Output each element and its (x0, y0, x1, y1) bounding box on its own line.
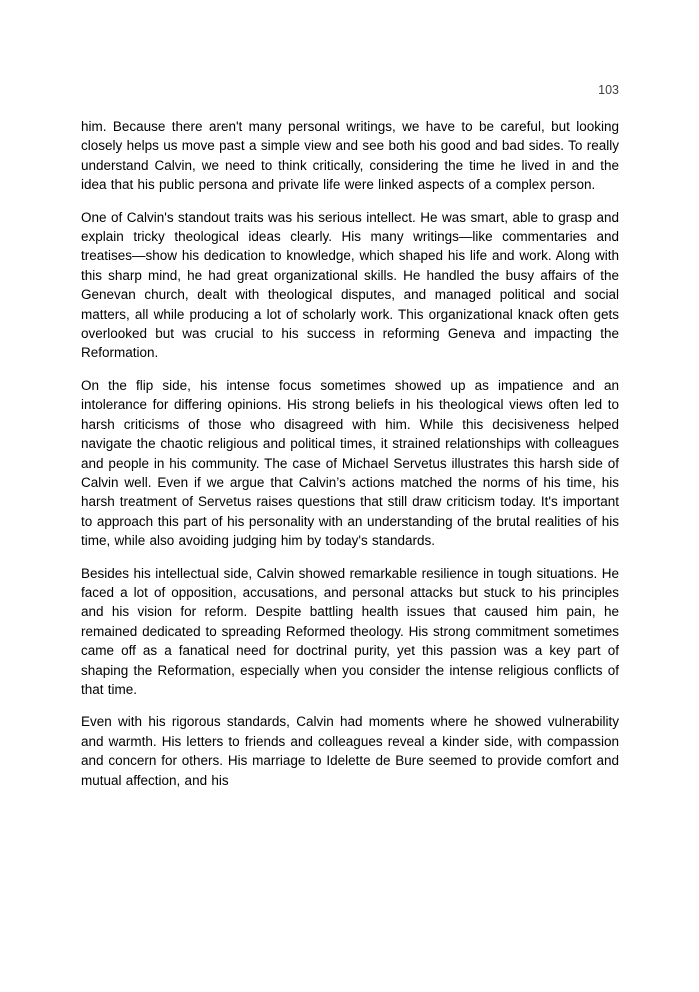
page-number: 103 (598, 83, 619, 97)
paragraph-2: One of Calvin's standout traits was his serious intellect. He was smart, able to grasp and explain tricky theological ideas clearly. His many writings—like commentaries and treatises—show his dedication to knowledge, which shaped his life and work. Along with this sharp mind, he had great organizational skills. He handled the busy affairs of the Genevan church, dealt with theological disputes, and managed political and social matters, all while producing a lot of scholarly work. This organizational knack often gets overlooked but was crucial to his success in reforming Geneva and impacting the Reformation. (81, 209, 619, 361)
paragraph-5: Even with his rigorous standards, Calvin had moments where he showed vulnerability and warmth. His letters to friends and colleagues reveal a kinder side, with compassion and concern for others. His marriage to Idelette de Bure seemed to provide comfort and mutual affection, and his (81, 714, 619, 788)
paragraph-4: Besides his intellectual side, Calvin showed remarkable resilience in tough situations. He faced a lot of opposition, accusations, and personal attacks but stuck to his principles and his vision for reform. Despite battling health issues that caused him pain, he remained dedicated to spreading Reformed theology. His strong commitment sometimes came off as a fanatical need for doctrinal purity, yet this passion was a key part of shaping the Reformation, especially when you consider the intense religious conflicts of that time. (81, 565, 619, 697)
paragraph-3: On the flip side, his intense focus sometimes showed up as impatience and an intolerance for differing opinions. His strong beliefs in his theological views often led to harsh criticisms of those who disagreed with him. While this decisiveness helped navigate the chaotic religious and political times, it strained relationships with colleagues and people in his community. The case of Michael Servetus illustrates this harsh side of Calvin well. Even if we argue that Calvin’s actions matched the norms of his time, his harsh treatment of Servetus raises questions that still draw criticism today. It's important to approach this part of his personality with an understanding of the brutal realities of his time, while also avoiding judging him by today's standards. (81, 377, 619, 549)
page-body-text (81, 117, 619, 790)
paragraph-1: him. Because there aren't many personal writings, we have to be careful, but looking closely helps us move past a simple view and see both his good and bad sides. To really understand Calvin, we need to think critically, considering the time he lived in and the idea that his public persona and private life were linked aspects of a complex person. (81, 119, 619, 193)
